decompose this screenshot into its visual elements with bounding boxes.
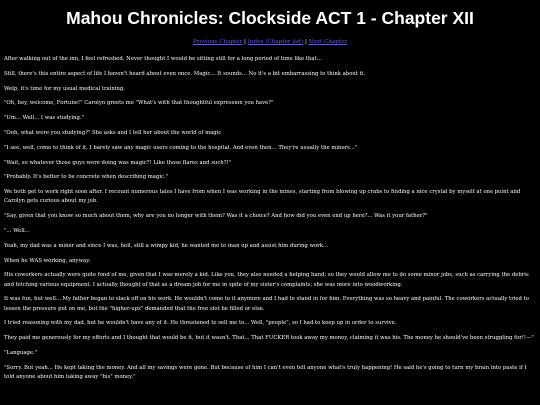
nav-separator: | xyxy=(244,39,246,45)
paragraph: "Say, given that you know so much about them, why are you no longer with them? Was it a choice? And how did you even end up here?... Was it your father?" xyxy=(4,213,428,220)
paragraph: It was fun, but well... My father began to slack off on his work. He wouldn't come to it anymore and I had to stand in for him. Everything was so heavy and painful. The coworkers actually tried to lessen the pressure put on me, but the "higher-ups" demanded that the free slot be filled or else. xyxy=(4,296,529,312)
previous-chapter-link[interactable]: Previous Chapter xyxy=(192,39,243,45)
paragraph: Yeah, my dad was a miner and since I was, hell, still a wimpy kid, he wanted me to man up and assist him during work... xyxy=(4,242,328,249)
paragraph: "Probably. It's better to be concrete when describing magic." xyxy=(4,174,169,181)
paragraph: After walking out of the inn, I feel refreshed. Never thought I would be sitting still for a long period of time like that... xyxy=(4,56,322,62)
chapter-index-link[interactable]: Index (Chapter list) xyxy=(247,39,304,45)
paragraph: "Language." xyxy=(4,349,38,356)
paragraph: His coworkers actually were quite fond of me, given that I was merely a kid. Like you, they also needed a helping hand; so they would allow me to do some minor jobs, such as carrying the debris and fetching various equipment. I actually thought of that as a dream job for me in spite of my sister's complaints; she was more into woodworking. xyxy=(4,272,529,288)
paragraph: I tried reasoning with my dad, but he wouldn't have any of it. He threatened to sell me to... Well, "people", so I had to keep up in order to survive. xyxy=(4,320,397,327)
paragraph: Welp, it's time for my usual medical training. xyxy=(4,85,125,92)
paragraph: "Ooh, what were you studying?" She asks and I tell her about the world of magic xyxy=(4,129,222,136)
paragraph: They paid me generously for my efforts and I thought that would be it, but it wasn't. That... That FUCKER took away my money, claiming it was his. The money he should've been struggling for!!—" xyxy=(4,335,534,342)
paragraph: "Sorry. But yeah... He kept taking the money. And all my savings were gone. But because of him I can't even tell anyone what's truly happening! He said he's going to turn my brain into paste if I told anyone about him taking away "his" money." xyxy=(4,364,527,380)
chapter-title: Mahou Chronicles: Clockside ACT 1 - Chapter XII xyxy=(66,8,474,28)
paragraph: "Wait, so whatever those guys were doing was magic?! Like those flares and such?!" xyxy=(4,159,232,166)
chapter-body xyxy=(4,55,536,382)
paragraph: We both get to work right soon after. I recount numerous tales I have from when I was working in the mines, starting from blowing up crabs to finding a nice crystal by myself at one point and Carolyn gets curious about my job. xyxy=(4,189,521,205)
paragraph: "I see, well, come to think of it, I barely saw any magic users coming to the hospital. And even then... They're usually the miners..." xyxy=(4,144,358,151)
paragraph: "Oh, hey, welcome, Fortune!" Carolyn greets me "What's with that thoughtful expression you have?" xyxy=(4,100,274,107)
next-chapter-link[interactable]: Next Chapter xyxy=(308,39,348,45)
paragraph: "Um... Well... I was studying." xyxy=(4,115,85,122)
nav-separator: | xyxy=(305,39,307,45)
paragraph: Still, there's this entire aspect of life I haven't heard about even once. Magic... It sounds... No it's a bit embarrassing to think about it. xyxy=(4,70,366,77)
chapter-navigation xyxy=(4,39,536,45)
paragraph: When he WAS working, anyway. xyxy=(4,257,91,264)
paragraph: "... Well... xyxy=(4,227,30,234)
